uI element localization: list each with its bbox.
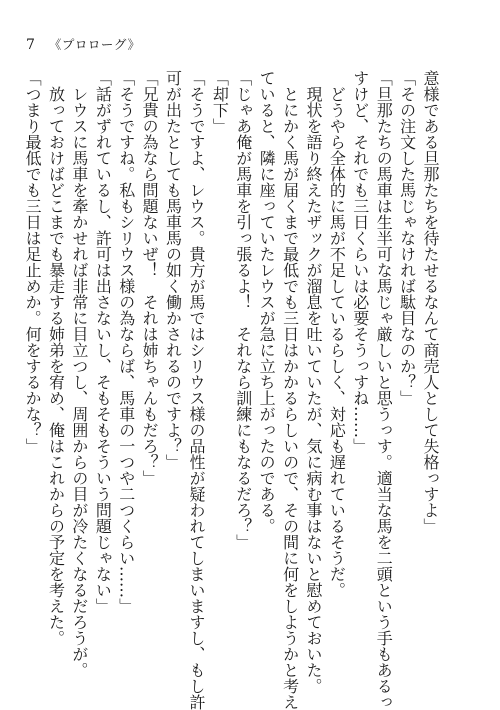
text-line: 「つまり最低でも三日は足止めか。何をするかな？」 bbox=[23, 70, 43, 454]
text-line: どうやら全体的に馬が不足しているらしく、対応も遅れているそうだ。 bbox=[327, 70, 347, 598]
text-line: 「じゃあ俺が馬車を引っ張るよ！ それなら訓練にもなるだろ？」 bbox=[233, 70, 253, 550]
text-line: とにかく馬が届くまで最低でも三日はかかるらしいので、その間に何をしようかと考え bbox=[280, 70, 300, 710]
text-line: 「その注文した馬じゃなければ駄目なのか？」 bbox=[397, 70, 417, 406]
text-line: 「旦那たちの馬車は生半可な馬じゃ厳しいと思うっす。適当な馬を二頭という手もあるっ bbox=[374, 70, 394, 710]
vertical-text-body bbox=[21, 70, 442, 710]
text-line: 意様である旦那たちを待たせるなんて商売人として失格っすよ」 bbox=[421, 70, 440, 534]
text-line: 「兄貴の為なら問題ないぜ！ それは姉ちゃんもだろ？」 bbox=[140, 70, 160, 486]
text-line: 現状を語り終えたザックが溜息を吐いていたが、気に病む事はないと慰めておいた。 bbox=[303, 70, 323, 694]
text-line: レウスに馬車を牽かせれば非常に目立つし、周囲からの目が冷たくなるだろうが。 bbox=[69, 70, 89, 678]
chapter-title: 《プロローグ》 bbox=[48, 37, 141, 52]
text-line: すけど、それでも三日くらいは必要そうっすね……」 bbox=[350, 70, 370, 454]
text-line: 可が出たとしても馬車馬の如く働かされるのですよ？」 bbox=[163, 70, 183, 470]
page-header bbox=[26, 38, 141, 52]
text-line: 「却下」 bbox=[210, 70, 230, 134]
text-line: 「そうですよ、レウス。貴方が馬ではシリウス様の品性が疑われてしまいますし、もし許 bbox=[186, 70, 206, 710]
page-number: 7 bbox=[26, 37, 35, 53]
text-line: 「話がずれているし、許可は出さないし、そもそもそういう問題じゃない」 bbox=[93, 70, 113, 614]
text-line: 「そうですね。私もシリウス様の為ならば、馬車の一つや二つくらい……」 bbox=[116, 70, 136, 614]
text-line: 放っておけばどこまでも暴走する姉弟を宥め、俺はこれからの予定を考えた。 bbox=[46, 70, 66, 646]
text-line: ていると、隣に座っていたレウスが急に立ち上がったのである。 bbox=[257, 70, 277, 534]
